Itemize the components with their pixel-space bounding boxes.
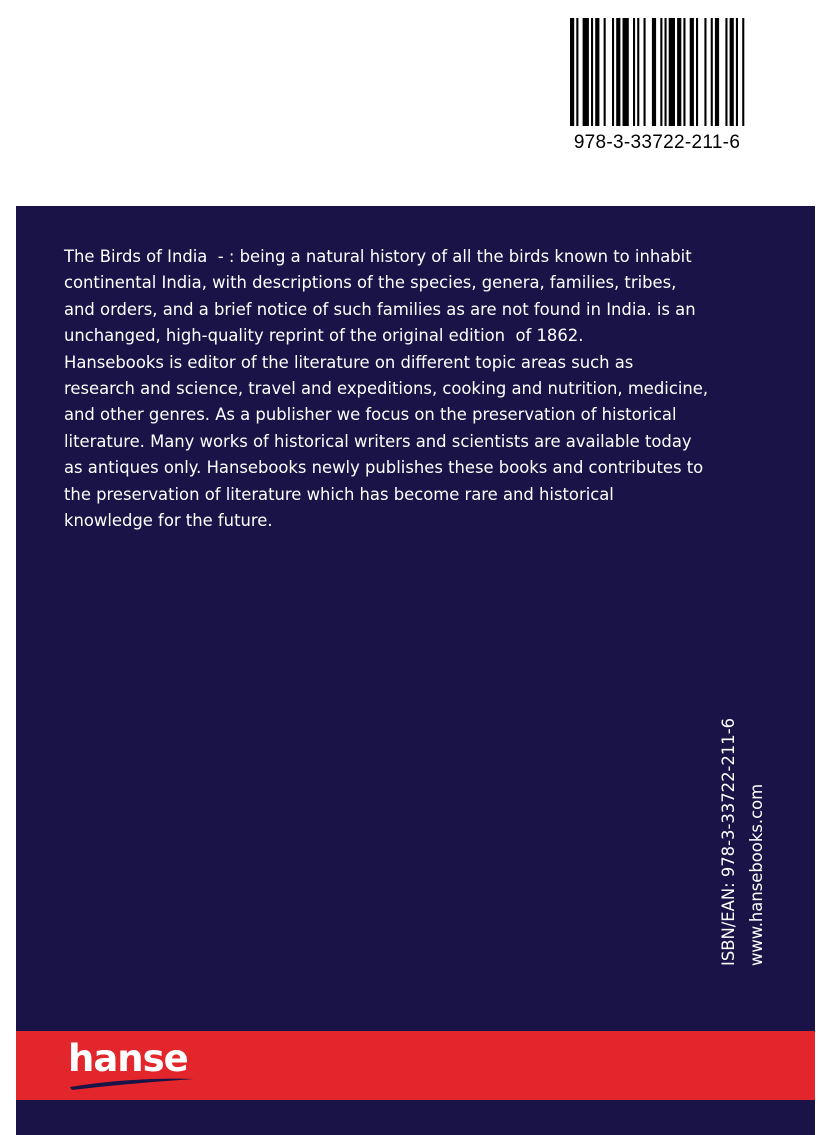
barcode-bar [633, 18, 635, 126]
publisher-band [16, 1031, 815, 1100]
barcode-bar [696, 18, 698, 126]
isbn-label: ISBN/EAN: 978-3-33722-211-6 [719, 717, 738, 966]
barcode-bar [730, 18, 734, 126]
barcode-block [566, 18, 748, 154]
barcode-bar [583, 18, 589, 126]
barcode-bar [677, 18, 681, 126]
barcode-bar [736, 18, 738, 126]
barcode-bar [711, 18, 713, 126]
book-description: The Birds of India - : being a natural history of all the birds known to inhabit continental India, with descriptions of the species, genera, families, tribes, and orders, and a brief notice of such families as are not found in India. is an unchanged, high-quality reprint of the original edition of 1862. Hansebooks is editor of the literature on different topic areas such as research and science, travel and expeditions, cooking and nutrition, medicine, and other genres. As a publisher we focus on the preservation of historical literature. Many works of historical writers and scientists are available today as antiques only. Hansebooks newly publishes these books and contributes to the preservation of literature which has become rare and historical knowledge for the future. [64, 247, 709, 531]
barcode-bar [612, 18, 614, 126]
barcode-icon [570, 18, 746, 126]
publisher-website: www.hansebooks.com [747, 783, 766, 966]
barcode-number: 978-3-33722-211-6 [573, 132, 741, 153]
cover-panel [16, 206, 815, 1135]
barcode-bar [665, 18, 667, 126]
barcode-bar [715, 18, 719, 126]
barcode-bar [570, 18, 574, 126]
barcode-bar [725, 18, 727, 126]
barcode-bar [595, 18, 599, 126]
barcode-bar [669, 18, 675, 126]
barcode-bar [683, 18, 685, 126]
barcode-bar [591, 18, 593, 126]
barcode-bar [660, 18, 662, 126]
isbn-vertical-block [715, 696, 775, 966]
logo-text: hanse [68, 1037, 188, 1080]
barcode-bar [623, 18, 629, 126]
logo-swoosh-icon [68, 1075, 196, 1091]
barcode-bar [616, 18, 620, 126]
hanse-logo [68, 1037, 198, 1093]
barcode-bar [742, 18, 744, 126]
barcode-bar [704, 18, 706, 126]
barcode-bar [690, 18, 694, 126]
barcode-bar [644, 18, 646, 126]
barcode-bar [576, 18, 578, 126]
barcode-bar [637, 18, 639, 126]
barcode-bar [652, 18, 656, 126]
barcode-bar [604, 18, 606, 126]
